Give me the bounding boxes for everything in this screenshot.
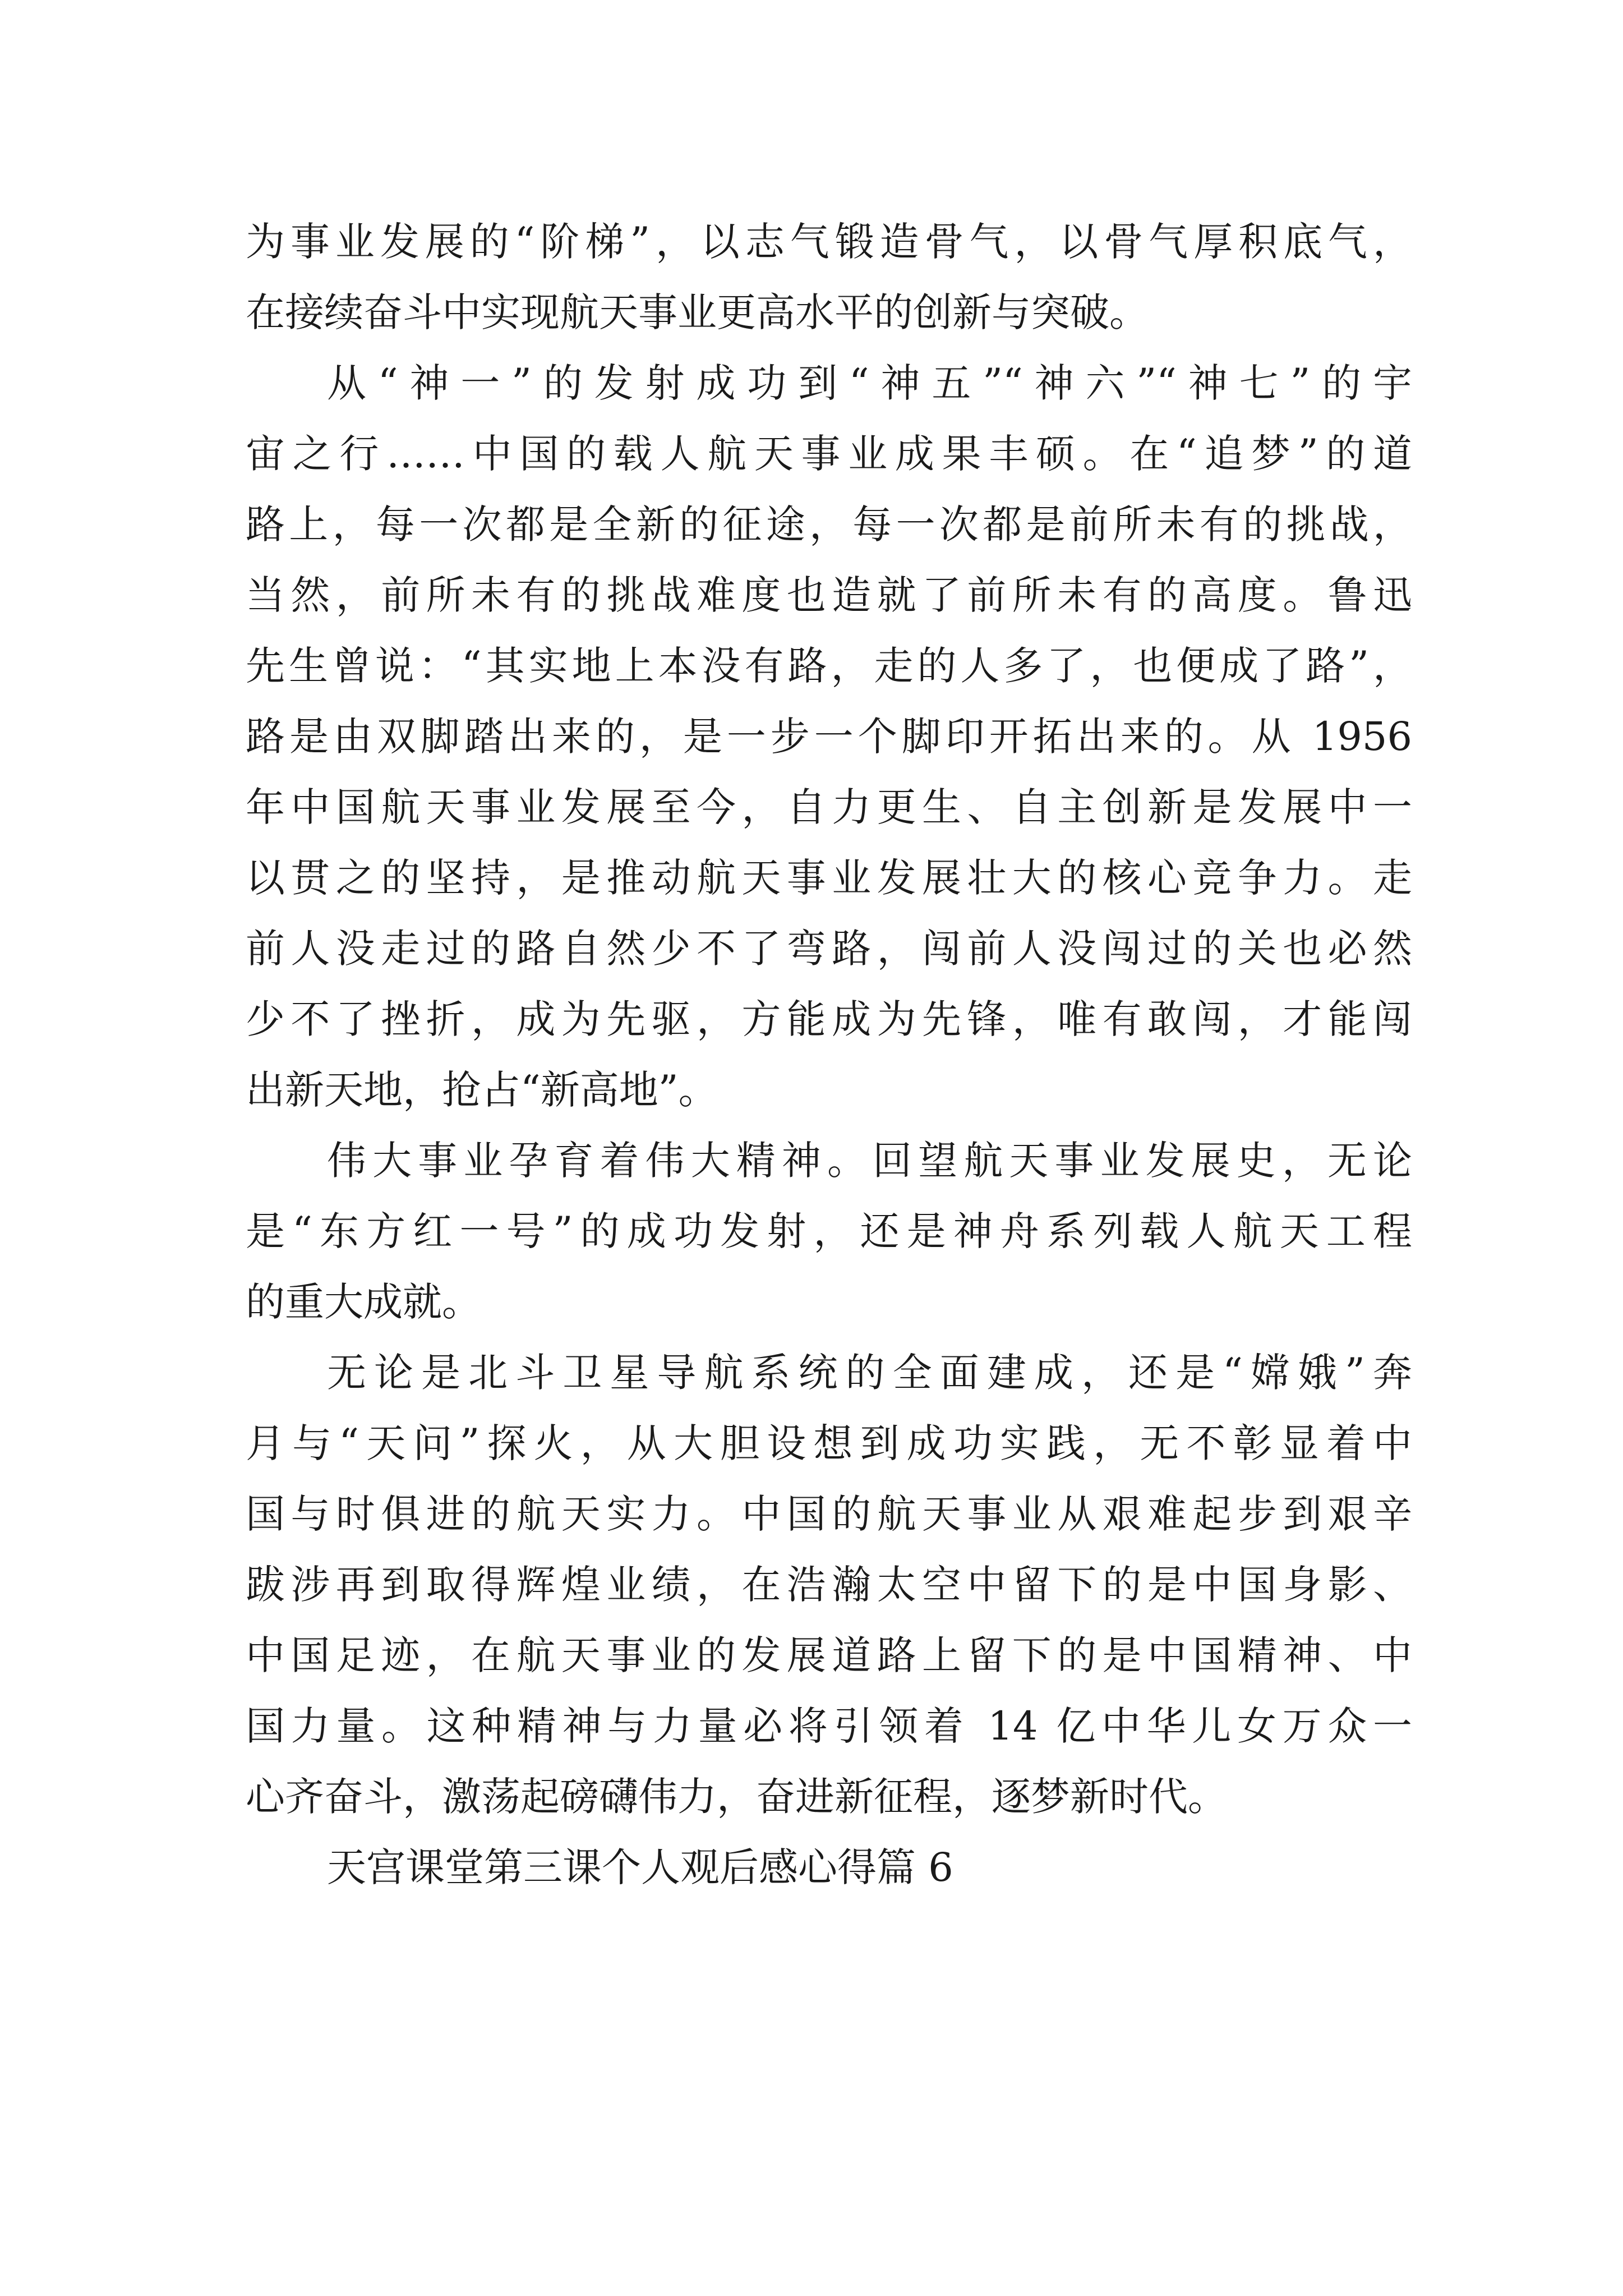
text-line: 前人没走过的路自然少不了弯路，闯前人没闯过的关也必然 [246,926,1412,972]
text-line: 心齐奋斗，激荡起磅礴伟力，奋进新征程，逐梦新时代。 [246,1774,1227,1820]
paragraph [246,348,1412,1125]
text-line: 国与时俱进的航天实力。中国的航天事业从艰难起步到艰辛 [246,1491,1412,1537]
paragraph [246,1125,1412,1337]
text-line: 伟大事业孕育着伟大精神。回望航天事业发展史，无论 [327,1138,1412,1184]
text-line: 中国足迹，在航天事业的发展道路上留下的是中国精神、中 [246,1632,1412,1678]
text-line: 路是由双脚踏出来的，是一步一个脚印开拓出来的。从 1956 [246,714,1412,760]
section-title: 天宫课堂第三课个人观后感心得篇 6 [327,1844,953,1890]
text-line: 年中国航天事业发展至今，自力更生、自主创新是发展中一 [246,784,1412,830]
document-body [246,206,1412,1903]
text-line: 以贯之的坚持，是推动航天事业发展壮大的核心竞争力。走 [246,855,1412,901]
text-line: 路上，每一次都是全新的征途，每一次都是前所未有的挑战， [246,501,1412,547]
text-line: 为事业发展的“阶梯”，以志气锻造骨气，以骨气厚积底气， [246,219,1412,265]
text-line: 在接续奋斗中实现航天事业更高水平的创新与突破。 [246,289,1149,335]
text-line: 少不了挫折，成为先驱，方能成为先锋，唯有敢闯，才能闯 [246,996,1412,1042]
text-line: 出新天地，抢占“新高地”。 [246,1067,718,1113]
text-line: 当然，前所未有的挑战难度也造就了前所未有的高度。鲁迅 [246,572,1412,618]
text-line: 的重大成就。 [246,1279,481,1325]
text-line: 国力量。这种精神与力量必将引领着 14 亿中华儿女万众一 [246,1703,1412,1749]
text-line: 无论是北斗卫星导航系统的全面建成，还是“嫦娥”奔 [327,1350,1412,1396]
text-line: 先生曾说：“其实地上本没有路，走的人多了，也便成了路”， [246,643,1412,689]
text-line: 月与“天问”探火，从大胆设想到成功实践，无不彰显着中 [246,1420,1412,1466]
text-line: 从“神一”的发射成功到“神五”“神六”“神七”的宇 [327,360,1412,406]
text-line: 宙之行……中国的载人航天事业成果丰硕。在“追梦”的道 [246,431,1412,477]
paragraph [246,206,1412,348]
paragraph [246,1337,1412,1832]
text-line: 跋涉再到取得辉煌业绩，在浩瀚太空中留下的是中国身影、 [246,1562,1412,1608]
text-line: 是“东方红一号”的成功发射，还是神舟系列载人航天工程 [246,1208,1412,1254]
